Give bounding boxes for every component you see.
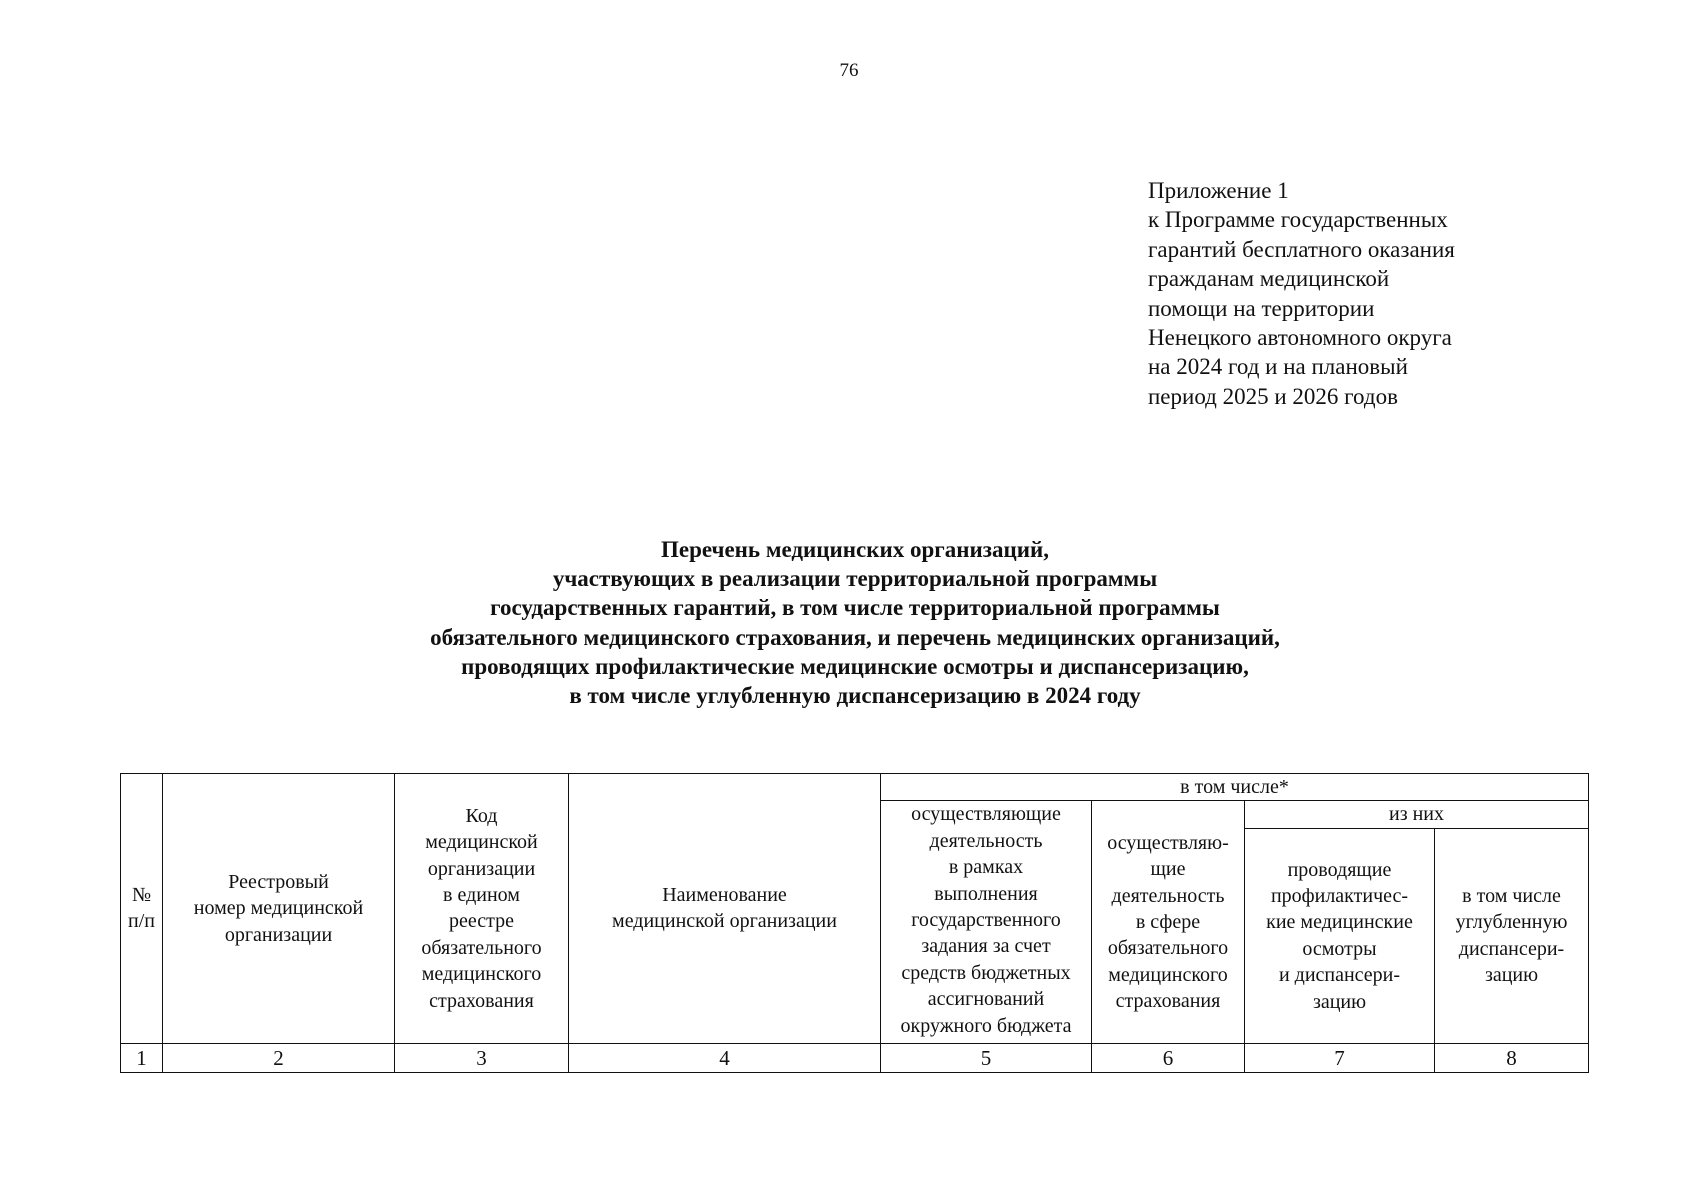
appendix-line: на 2024 год и на плановый bbox=[1148, 354, 1408, 380]
header-cell-including-group: в том числе* bbox=[881, 774, 1589, 801]
column-number-cell: 8 bbox=[1435, 1043, 1589, 1072]
page-number: 76 bbox=[839, 60, 859, 81]
organizations-table bbox=[120, 773, 1589, 1073]
appendix-line: гарантий бесплатного оказания bbox=[1148, 236, 1455, 262]
column-number-cell: 6 bbox=[1092, 1043, 1245, 1072]
document-title bbox=[280, 535, 1430, 710]
appendix-line: к Программе государственных bbox=[1148, 207, 1448, 233]
appendix-line: гражданам медицинской bbox=[1148, 266, 1390, 292]
header-cell-budget-activity: осуществляющие деятельность в рамках выполнения государственного задания за счет средств бюджетных ассигнований окружного бюджета bbox=[881, 801, 1092, 1043]
title-line: обязательного медицинского страхования, и перечень медицинских организаций, bbox=[430, 624, 1280, 650]
header-cell-of-them-group: из них bbox=[1245, 801, 1589, 828]
table-column-numbers-row bbox=[121, 1043, 1589, 1072]
column-number-cell: 1 bbox=[121, 1043, 163, 1072]
table-header-row bbox=[121, 774, 1589, 801]
appendix-line: Приложение 1 bbox=[1148, 178, 1289, 203]
column-number-cell: 5 bbox=[881, 1043, 1092, 1072]
appendix-line: период 2025 и 2026 годов bbox=[1148, 383, 1398, 409]
header-cell-registry-number: Реестровый номер медицинской организации bbox=[163, 774, 395, 1044]
column-number-cell: 4 bbox=[569, 1043, 881, 1072]
header-cell-oms-activity: осуществляю- щие деятельность в сфере обязательного медицинского страхования bbox=[1092, 801, 1245, 1043]
title-line: в том числе углубленную диспансеризацию в 2024 году bbox=[569, 683, 1141, 709]
header-cell-organization-name: Наименование медицинской организации bbox=[569, 774, 881, 1044]
column-number-cell: 2 bbox=[163, 1043, 395, 1072]
appendix-line: Ненецкого автономного округа bbox=[1148, 325, 1452, 351]
title-line: государственных гарантий, в том числе территориальной программы bbox=[490, 595, 1220, 621]
header-cell-number: № п/п bbox=[121, 774, 163, 1044]
header-cell-oms-code: Код медицинской организации в едином реестре обязательного медицинского страхования bbox=[395, 774, 569, 1044]
column-number-cell: 3 bbox=[395, 1043, 569, 1072]
header-cell-in-depth-screening: в том числе углубленную диспансери- зацию bbox=[1435, 828, 1589, 1043]
column-number-cell: 7 bbox=[1245, 1043, 1435, 1072]
header-cell-preventive-exams: проводящие профилактичес- кие медицинские осмотры и диспансери- зацию bbox=[1245, 828, 1435, 1043]
appendix-heading bbox=[1148, 176, 1568, 411]
appendix-line: помощи на территории bbox=[1148, 295, 1375, 321]
title-line: участвующих в реализации территориальной программы bbox=[552, 566, 1158, 592]
title-line: Перечень медицинских организаций, bbox=[660, 537, 1050, 562]
title-line: проводящих профилактические медицинские осмотры и диспансеризацию, bbox=[461, 653, 1249, 679]
